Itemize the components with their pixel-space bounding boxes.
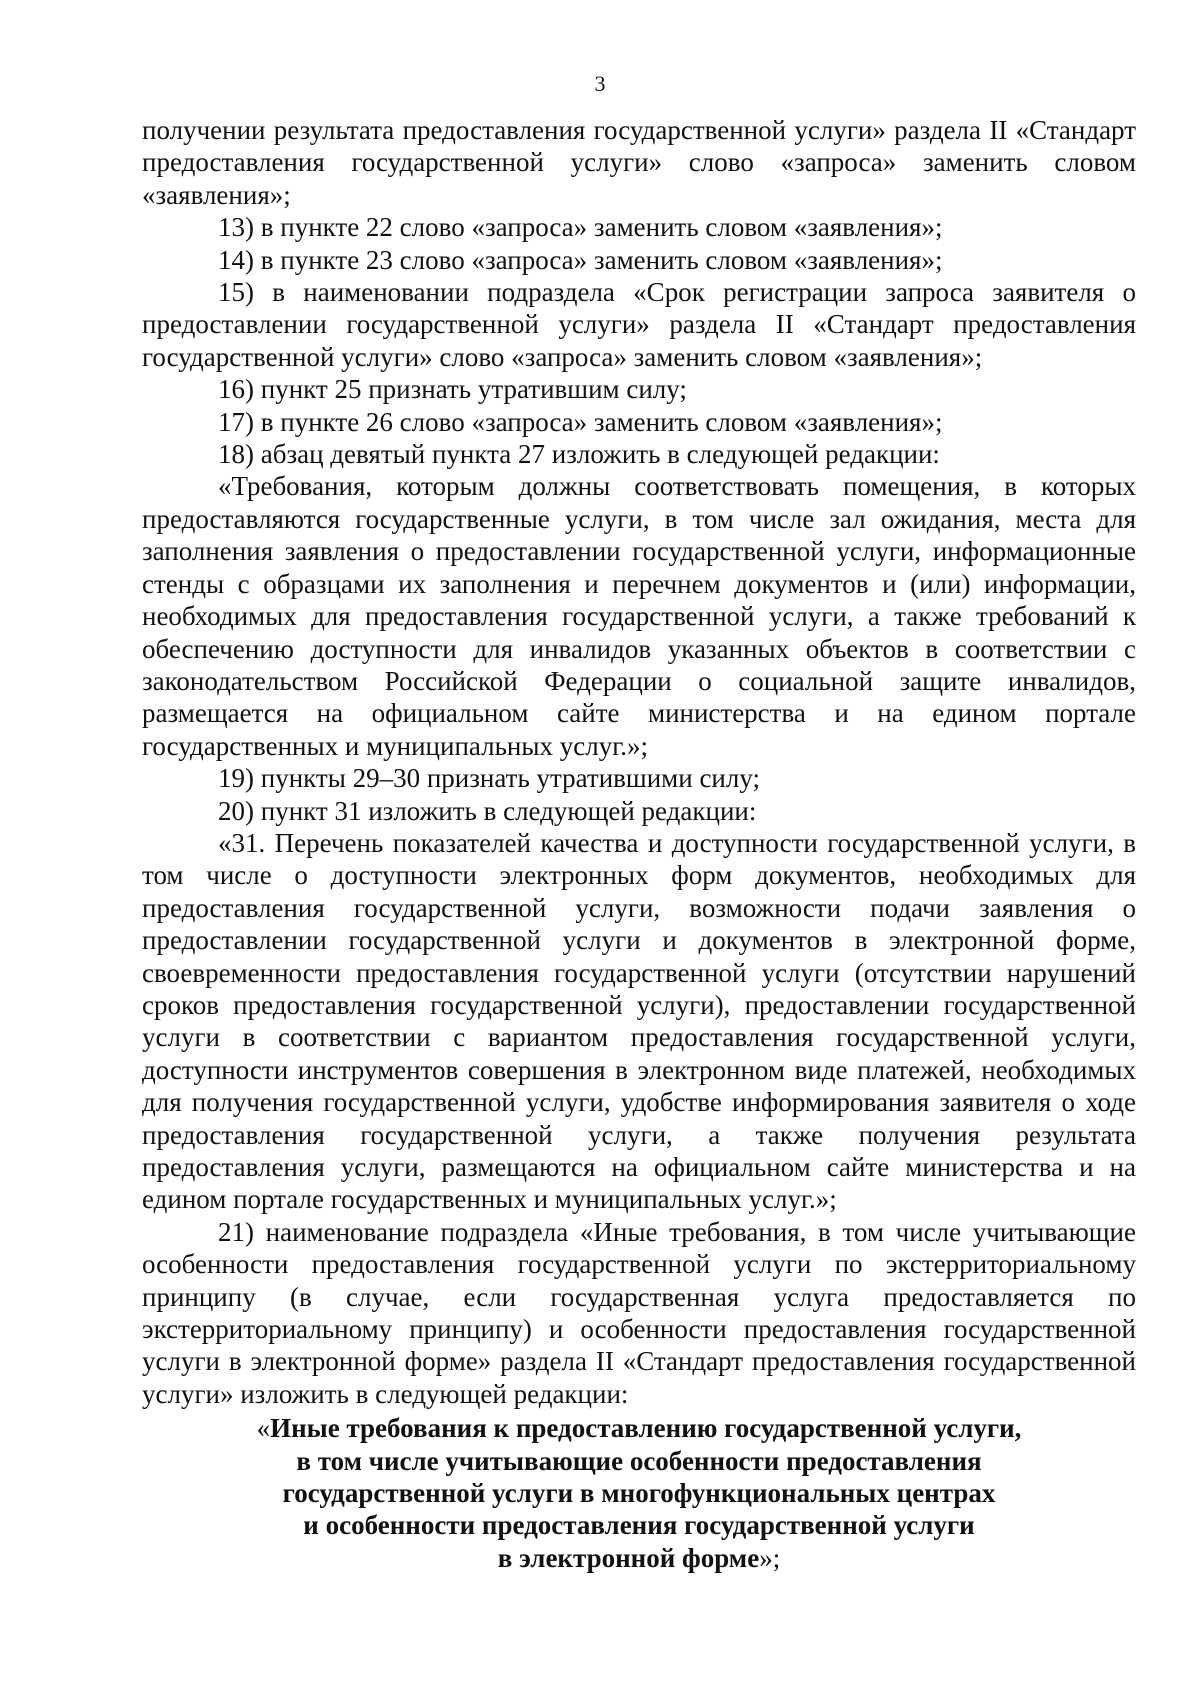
paragraph-item-21: 21) наименование подраздела «Иные требования, в том числе учитывающие особенности предоставления государственной услуги по экстерриториальному принципу (в случае, если государственная услуга предоставляется по экстерриториальному принципу) и особенности предоставления государственной услуги в электронной форме» раздела II «Стандарт предоставления государственной услуги» изложить в следующей редакции:	[142, 1216, 1136, 1409]
heading-line-3: государственной услуги в многофункциональных центрах	[282, 1478, 996, 1509]
heading-open-quote: «	[256, 1413, 271, 1444]
heading-line-1-text: Иные требования к предоставлению государственной услуги,	[270, 1413, 1022, 1444]
paragraph-item-17: 17) в пункте 26 слово «запроса» заменить словом «заявления»;	[218, 406, 943, 437]
heading-line-4: и особенности предоставления государственной услуги	[303, 1510, 975, 1541]
heading-line-5	[142, 1542, 1136, 1574]
paragraph-item-18: 18) абзац девятый пункта 27 изложить в следующей редакции:	[218, 439, 940, 470]
subsection-heading	[142, 1412, 1136, 1574]
paragraph-item-14: 14) в пункте 23 слово «запроса» заменить словом «заявления»;	[218, 244, 943, 275]
paragraph-continuation: получении результата предоставления государственной услуги» раздела II «Стандарт предоставления государственной услуги» слово «запроса» заменить словом «заявления»;	[142, 115, 1136, 210]
paragraph-item-15: 15) в наименовании подраздела «Срок регистрации запроса заявителя о предоставлении государственной услуги» раздела II «Стандарт предоставления государственной услуги» слово «запроса» заменить словом «заявления»;	[142, 277, 1136, 372]
heading-line-5-text: в электронной форме	[497, 1542, 760, 1573]
paragraph-quoted-item-31: «31. Перечень показателей качества и доступности государственной услуги, в том числе о доступности электронных форм документов, необходимых для предоставления государственной услуги, возможности подачи заявления о предоставлении государственной услуги и документов в электронной форме, своевременности предоставления государственной услуги (отсутствии нарушений сроков предоставления государственной услуги), предоставлении государственной услуги в соответствии с вариантом предоставления государственной услуги, доступности инструментов совершения в электронном виде платежей, необходимых для получения государственной услуги, удобстве информирования заявителя о ходе предоставления государственной услуги, а также получения результата предоставления услуги, размещаются на официальном сайте министерства и на едином портале государственных и муниципальных услуг.»;	[142, 827, 1136, 1215]
paragraph-item-20: 20) пункт 31 изложить в следующей редакции:	[218, 795, 757, 826]
document-body	[142, 114, 1136, 1574]
heading-close-quote: »;	[759, 1542, 781, 1573]
paragraph-item-13: 13) в пункте 22 слово «запроса» заменить словом «заявления»;	[218, 212, 943, 243]
paragraph-quoted-requirements: «Требования, которым должны соответствовать помещения, в которых предоставляются государственные услуги, в том числе зал ожидания, места для заполнения заявления о предоставлении государственной услуги, информационные стенды с образцами их заполнения и перечнем документов и (или) информации, необходимых для предоставления государственной услуги, а также требований к обеспечению доступности для инвалидов указанных объектов в соответствии с законодательством Российской Федерации о социальной защите инвалидов, размещается на официальном сайте министерства и на едином портале государственных и муниципальных услуг.»;	[142, 471, 1136, 761]
page-number: 3	[594, 71, 606, 96]
paragraph-item-16: 16) пункт 25 признать утратившим силу;	[218, 374, 687, 405]
heading-line-1	[142, 1412, 1136, 1444]
paragraph-item-19: 19) пункты 29–30 признать утратившими силу;	[218, 763, 760, 794]
heading-line-2: в том числе учитывающие особенности предоставления	[296, 1445, 982, 1476]
